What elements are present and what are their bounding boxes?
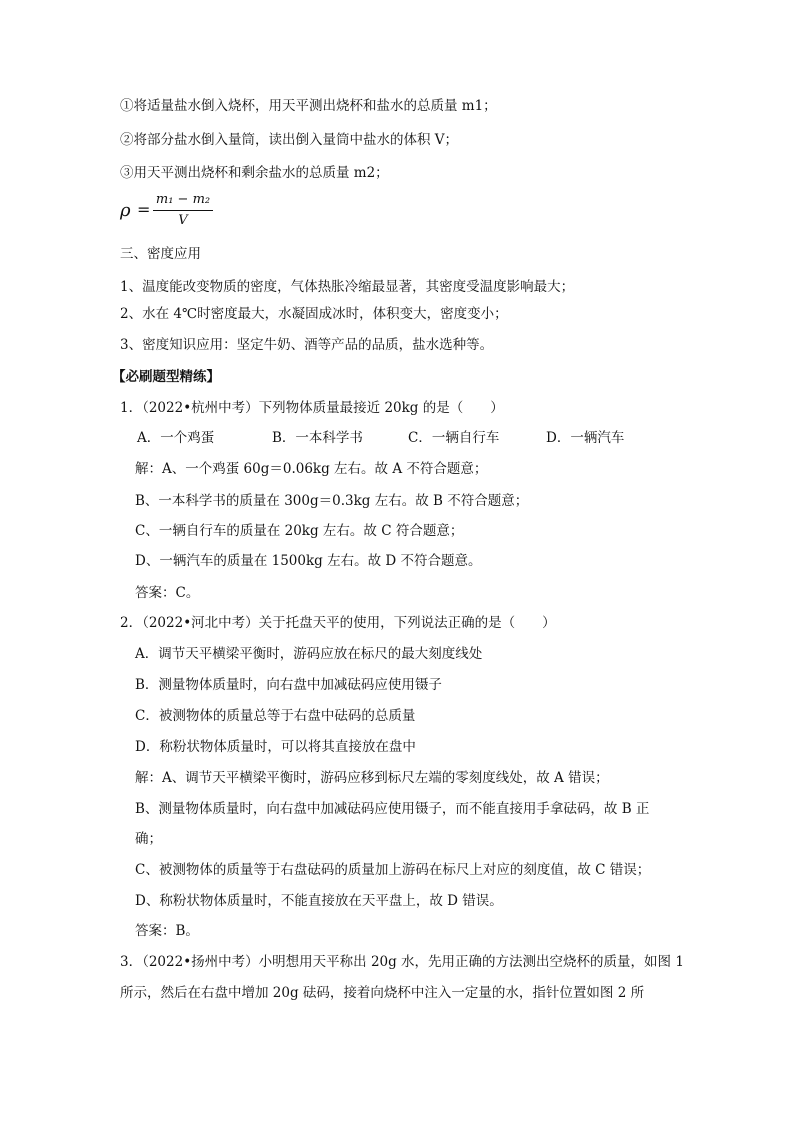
- q2-solution-line: 解：A、调节天平横梁平衡时，游码应移到标尺左端的零刻度线处，故 A 错误；: [135, 770, 609, 786]
- q2-answer: 答案：B。: [135, 923, 199, 939]
- formula-denominator: V: [178, 213, 188, 228]
- practice-heading: 【必刷题型精练】: [112, 369, 220, 385]
- q1-answer: 答案：C。: [135, 585, 200, 601]
- formula-fraction: [153, 192, 213, 230]
- q1-solution-line: D、一辆汽车的质量在 1500kg 左右。故 D 不符合题意。: [135, 553, 482, 569]
- q1-option-c: C．一辆自行车: [408, 430, 500, 446]
- q1-option-b: B．一本科学书: [272, 430, 363, 446]
- step-1-text: ①将适量盐水倒入烧杯，用天平测出烧杯和盐水的总质量 m1；: [120, 98, 497, 114]
- q3-stem-line: 所示，然后在右盘中增加 20g 砝码，接着向烧杯中注入一定量的水，指针位置如图 2 所: [120, 985, 645, 1001]
- formula-numerator: m₁ − m₂: [155, 192, 211, 207]
- q2-option-a: A．调节天平横梁平衡时，游码应放在标尺的最大刻度线处: [135, 646, 483, 662]
- q1-option-a: A．一个鸡蛋: [137, 430, 215, 446]
- q1-solution-line: C、一辆自行车的质量在 20kg 左右。故 C 符合题意；: [135, 523, 464, 539]
- fraction-bar: [153, 210, 213, 211]
- q2-solution-line: 确；: [135, 831, 162, 847]
- section-3-item-3: 3、密度知识应用：坚定牛奶、酒等产品的品质，盐水选种等。: [120, 337, 494, 353]
- q2-option-b: B．测量物体质量时，向右盘中加减砝码应使用镊子: [135, 677, 442, 693]
- q2-option-c: C．被测物体的质量总等于右盘中砝码的总质量: [135, 708, 416, 724]
- q2-option-d: D．称粉状物体质量时，可以将其直接放在盘中: [135, 739, 416, 755]
- formula-equals: =: [137, 200, 151, 219]
- section-3-heading: 三、密度应用: [120, 246, 201, 262]
- q1-stem: 1．（2022•杭州中考）下列物体质量最接近 20kg 的是（ ）: [120, 400, 504, 416]
- section-3-item-1: 1、温度能改变物质的密度，气体热胀冷缩最显著，其密度受温度影响最大；: [120, 279, 575, 295]
- step-3-text: ③用天平测出烧杯和剩余盐水的总质量 m2；: [120, 165, 389, 181]
- density-formula: [120, 192, 240, 230]
- q2-solution-line: C、被测物体的质量等于右盘砝码的质量加上游码在标尺上对应的刻度值，故 C 错误；: [135, 862, 651, 878]
- q1-solution-line: 解：A、一个鸡蛋 60g＝0.06kg 左右。故 A 不符合题意；: [135, 461, 488, 477]
- q2-solution-line: D、称粉状物体质量时，不能直接放在天平盘上，故 D 错误。: [135, 893, 503, 909]
- step-2-text: ②将部分盐水倒入量筒，读出倒入量筒中盐水的体积 V；: [120, 132, 459, 148]
- q2-solution-line: B、测量物体质量时，向右盘中加减砝码应使用镊子，而不能直接用手拿砝码，故 B 正: [135, 801, 650, 817]
- q2-stem: 2．（2022•河北中考）关于托盘天平的使用，下列说法正确的是（ ）: [120, 615, 556, 631]
- q3-stem-line: 3．（2022•扬州中考）小明想用天平称出 20g 水，先用正确的方法测出空烧杯的质量，如图 1: [120, 954, 684, 970]
- q1-solution-line: B、一本科学书的质量在 300g＝0.3kg 左右。故 B 不符合题意；: [135, 493, 529, 509]
- section-3-item-2: 2、水在 4℃时密度最大，水凝固成冰时，体积变大，密度变小；: [120, 306, 508, 322]
- formula-rho: ρ: [120, 200, 131, 221]
- q1-option-d: D．一辆汽车: [546, 430, 625, 446]
